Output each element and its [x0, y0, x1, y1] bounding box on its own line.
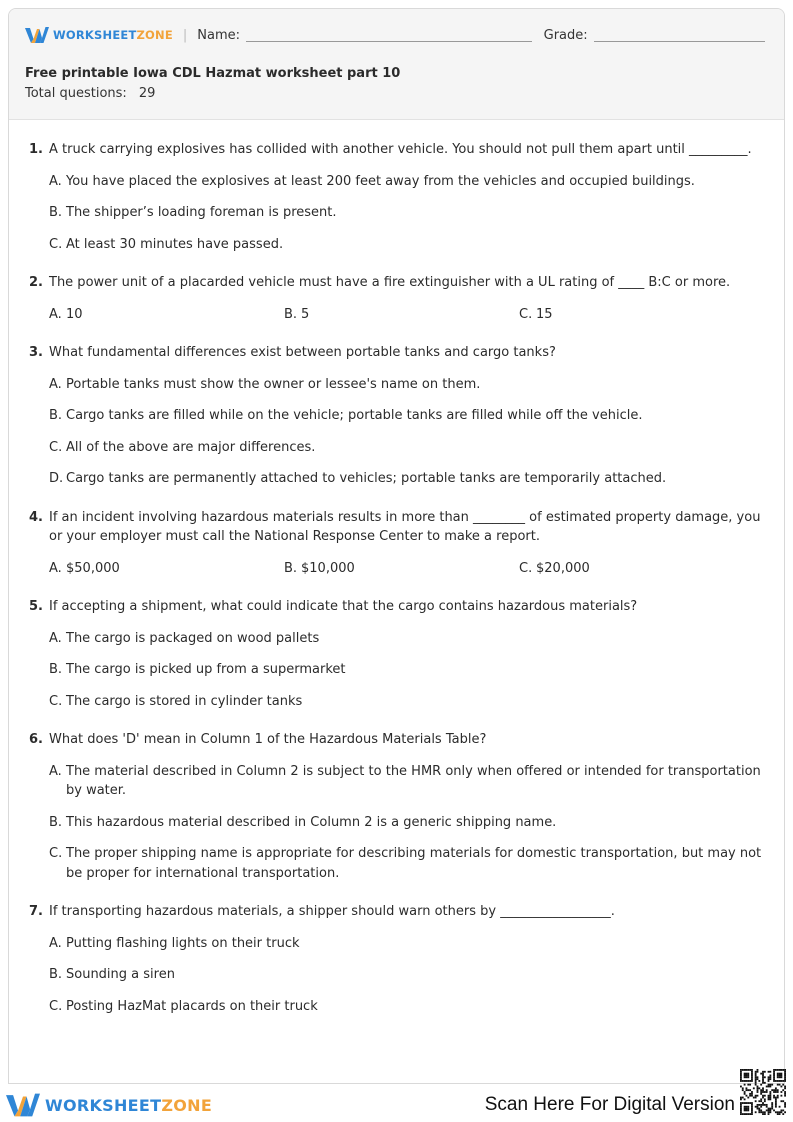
answer-options	[49, 305, 769, 325]
question-stem	[29, 508, 769, 547]
question-item	[29, 508, 769, 579]
question-item	[29, 902, 769, 1016]
answer-option[interactable]	[49, 438, 769, 458]
question-text: What does 'D' mean in Column 1 of the Hazardous Materials Table?	[49, 732, 487, 747]
question-item	[29, 273, 769, 324]
answer-option[interactable]	[49, 844, 769, 883]
footer-brand-text: WORKSHEETZONE	[45, 1095, 213, 1115]
header-top-row	[25, 25, 765, 45]
answer-option[interactable]	[49, 660, 769, 680]
answer-option[interactable]	[49, 997, 769, 1017]
option-letter: B.	[49, 967, 63, 982]
option-text: You have placed the explosives at least 200 feet away from the vehicles and occupied buildings.	[66, 173, 695, 189]
option-letter: B.	[49, 814, 63, 830]
option-text: The shipper’s loading foreman is present.	[66, 205, 337, 220]
question-item	[29, 343, 769, 489]
answer-option[interactable]	[49, 934, 769, 954]
question-item	[29, 140, 769, 254]
option-text: The material described in Column 2 is subject to the HMR only when offered or intended for transportation by water.	[66, 763, 761, 798]
question-number: 5.	[29, 599, 43, 614]
name-field[interactable]	[246, 28, 532, 42]
question-number: 4.	[29, 509, 43, 525]
answer-options	[29, 375, 769, 489]
option-letter: A.	[49, 376, 62, 392]
header-separator: |	[182, 27, 188, 43]
option-text: $50,000	[66, 560, 120, 576]
option-text: Cargo tanks are permanently attached to vehicles; portable tanks are temporarily attached.	[66, 471, 667, 486]
option-letter: B.	[49, 662, 63, 677]
question-text: If an incident involving hazardous materials results in more than ________ of estimated property damage, you or your employer must call the National Response Center to make a report.	[49, 509, 761, 544]
total-questions-label: Total questions:	[25, 86, 127, 101]
option-text: All of the above are major differences.	[66, 439, 316, 455]
question-text: What fundamental differences exist between portable tanks and cargo tanks?	[49, 345, 556, 360]
worksheet-header	[9, 9, 784, 120]
answer-option[interactable]	[49, 203, 769, 223]
question-number: 6.	[29, 732, 43, 747]
question-stem	[29, 597, 769, 617]
option-letter: A.	[49, 630, 62, 646]
answer-options	[29, 762, 769, 884]
answer-options	[29, 934, 769, 1017]
answer-option[interactable]	[284, 305, 519, 325]
option-text: The cargo is packaged on wood pallets	[66, 630, 320, 646]
answer-option[interactable]	[49, 375, 769, 395]
header-logo	[25, 26, 173, 44]
name-label: Name:	[197, 27, 241, 43]
header-brand-text: WORKSHEETZONE	[53, 28, 173, 42]
worksheetzone-logo-icon	[25, 26, 49, 44]
option-text: 10	[66, 306, 83, 322]
answer-option[interactable]	[49, 559, 284, 579]
question-stem	[29, 730, 769, 750]
total-questions	[25, 86, 155, 101]
option-text: This hazardous material described in Column 2 is a generic shipping name.	[66, 814, 557, 830]
option-letter: A.	[49, 173, 62, 189]
option-letter: B.	[49, 205, 63, 220]
option-text: Posting HazMat placards on their truck	[66, 998, 318, 1014]
question-text: If accepting a shipment, what could indicate that the cargo contains hazardous materials?	[49, 599, 638, 614]
answer-options	[49, 559, 769, 579]
question-text: The power unit of a placarded vehicle must have a fire extinguisher with a UL rating of ____ B:C or more.	[49, 275, 731, 290]
question-number: 3.	[29, 345, 43, 360]
answer-options	[29, 629, 769, 712]
question-stem	[29, 273, 769, 293]
option-letter: C.	[519, 560, 533, 576]
question-stem	[29, 140, 769, 160]
question-stem	[29, 902, 769, 922]
question-text: If transporting hazardous materials, a shipper should warn others by _________________.	[49, 904, 615, 919]
option-letter: B.	[49, 408, 63, 423]
answer-option[interactable]	[49, 406, 769, 426]
worksheet-sheet	[8, 8, 785, 1084]
option-text: Putting flashing lights on their truck	[66, 935, 300, 951]
scan-caption: Scan Here For Digital Version	[484, 1094, 735, 1115]
option-text: 5	[301, 306, 310, 322]
question-text: A truck carrying explosives has collided with another vehicle. You should not pull them apart until _________.	[49, 142, 752, 157]
option-text: At least 30 minutes have passed.	[66, 236, 284, 252]
total-questions-value: 29	[138, 86, 156, 101]
option-letter: C.	[49, 439, 63, 455]
grade-label: Grade:	[543, 27, 588, 43]
option-text: Portable tanks must show the owner or lessee's name on them.	[66, 376, 481, 392]
option-letter: C.	[49, 846, 63, 861]
question-list	[29, 140, 769, 1035]
footer-logo	[6, 1092, 212, 1118]
answer-option[interactable]	[49, 692, 769, 712]
question-number: 7.	[29, 904, 43, 919]
worksheet-title: Free printable Iowa CDL Hazmat worksheet part 10	[25, 66, 401, 81]
option-letter: C.	[49, 998, 63, 1014]
option-text: The cargo is picked up from a supermarket	[66, 662, 346, 677]
answer-option[interactable]	[49, 762, 769, 801]
option-text: Cargo tanks are filled while on the vehicle; portable tanks are filled while off the vehicle.	[66, 408, 643, 423]
answer-option[interactable]	[49, 965, 769, 985]
question-number: 2.	[29, 275, 43, 290]
question-item	[29, 730, 769, 883]
option-text: The proper shipping name is appropriate for describing materials for domestic transportation, but may not be proper for international transportation.	[66, 846, 762, 881]
option-letter: A.	[49, 560, 62, 576]
question-item	[29, 597, 769, 711]
answer-option[interactable]	[519, 559, 754, 579]
answer-option[interactable]	[49, 235, 769, 255]
qr-code-icon[interactable]	[740, 1069, 786, 1115]
answer-option[interactable]	[49, 813, 769, 833]
option-text: $10,000	[301, 560, 355, 576]
answer-option[interactable]	[49, 172, 769, 192]
option-letter: C.	[519, 306, 533, 322]
option-letter: B.	[284, 560, 298, 576]
answer-option[interactable]	[284, 559, 519, 579]
option-letter: A.	[49, 306, 62, 322]
option-letter: C.	[49, 236, 63, 252]
option-text: $20,000	[536, 560, 590, 576]
worksheetzone-logo-icon	[6, 1092, 40, 1118]
option-text: 15	[536, 306, 553, 322]
option-letter: A.	[49, 763, 62, 779]
option-letter: A.	[49, 935, 62, 951]
question-number: 1.	[29, 142, 43, 157]
option-letter: C.	[49, 693, 63, 709]
option-text: Sounding a siren	[66, 967, 175, 982]
option-text: The cargo is stored in cylinder tanks	[66, 693, 303, 709]
option-letter: D.	[49, 471, 64, 486]
grade-field[interactable]	[594, 28, 765, 42]
answer-option[interactable]	[49, 629, 769, 649]
answer-option[interactable]	[519, 305, 754, 325]
option-letter: B.	[284, 306, 298, 322]
answer-option[interactable]	[49, 469, 769, 489]
question-stem	[29, 343, 769, 363]
answer-option[interactable]	[49, 305, 284, 325]
answer-options	[29, 172, 769, 255]
